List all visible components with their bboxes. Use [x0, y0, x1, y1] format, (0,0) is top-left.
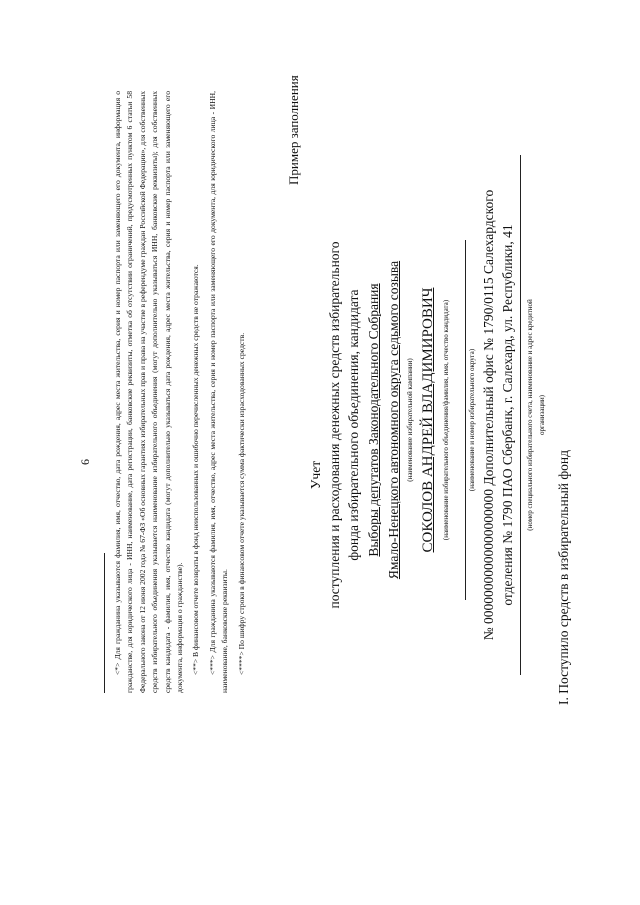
footnote-separator — [104, 553, 105, 693]
account-caption-1: (номер специального избирательного счета, наименование и адрес кредитной — [526, 299, 534, 531]
footnote-2: <**> В финансовом отчете возвраты в фонд неиспользованных и ошибочно перечисленных денежных средств не отражаются. — [191, 264, 201, 675]
footnotes-block — [112, 91, 248, 693]
title-word: Учет — [308, 460, 323, 490]
district-caption: (наименование и номер избирательного округа) — [468, 348, 476, 492]
title-line-2: фонда избирательного объединения, кандидата — [346, 289, 361, 561]
candidate-caption: (наименование избирательного объединения/фамилия, имя, отчество кандидата) — [442, 299, 450, 541]
footnote-1: <*> Для гражданина указываются фамилия, имя, отчество, дата рождения, адрес места жительства, серия и номер паспорта или заменяющего его документа, информация о гражданстве, для юридического лица - ИНН, наименование, дата регистрации, банковские реквизиты, отметка об отсутствии ограничений, предусмотренных пунктом 6 статьи 58 Федерального закона от 12 июня 2002 года № 67-ФЗ «Об основных гарантиях избирательных прав и права на участие в референдуме граждан Российской Федерации», для собственных средств избирательного объединения указывается наименование избирательного объединения (могут дополнительно указываться ИНН, банковские реквизиты); для собственных средств кандидата - фамилия, имя, отчество кандидата (могут дополнительно указываться дата рождения, адрес места жительства, серия и номер паспорта или заменяющего его документа, информация о гражданстве). — [113, 91, 185, 693]
campaign-line-2: Ямало-Ненецкого автономного округа седьмого созыва — [386, 260, 401, 580]
footnote-3: <***> Для гражданина указываются фамилия, имя, отчество, адрес места жительства, серия и номер паспорта или заменяющего его документа, для юридического лица - ИНН, наименование, банковские реквизиты. — [207, 91, 230, 693]
account-line-2: отделения № 1790 ПАО Сбербанк, г. Салехард, ул. Республики, 41 — [500, 224, 515, 606]
account-caption-2: организации) — [538, 395, 546, 435]
title-line-1: поступления и расходования денежных средств избирательного — [327, 241, 342, 609]
account-line-1: № 00000000000000000000 Дополнительный офис № 1790/0115 Салехардского — [481, 189, 496, 641]
account-underline — [520, 155, 521, 675]
footnote-4: <****> По шифру строки в финансовом отчете указывается сумма фактически израсходованных средств. — [236, 332, 246, 675]
page-number: 6 — [78, 459, 92, 465]
sample-label: Пример заполнения — [286, 75, 301, 185]
section-heading: I. Поступило средств в избирательный фонд — [556, 450, 571, 705]
district-line — [465, 240, 466, 600]
candidate-name: СОКОЛОВ АНДРЕЙ ВЛАДИМИРОВИЧ — [420, 287, 436, 553]
campaign-line-1: Выборы депутатов Законодательного Собрания — [366, 283, 381, 557]
campaign-caption: (наименование избирательной кампании) — [406, 358, 414, 482]
